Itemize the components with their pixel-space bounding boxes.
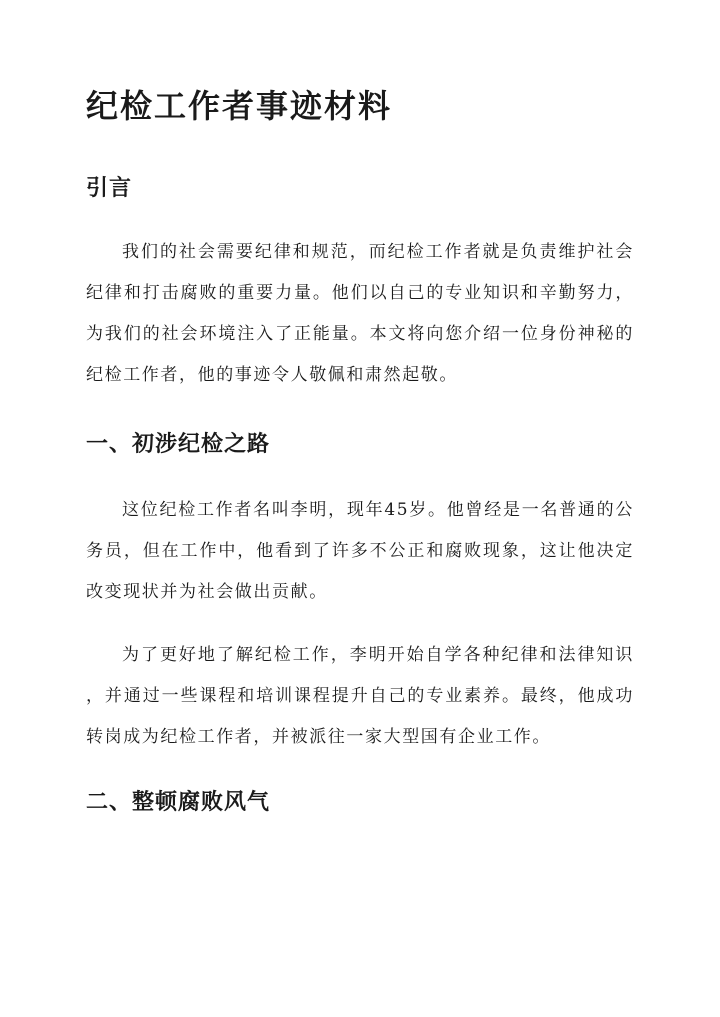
section-heading-2: 二、整顿腐败风气 — [86, 789, 271, 815]
section-1-paragraph-2 — [86, 635, 634, 758]
paragraph-line: 这位纪检工作者名叫李明，现年45岁。他曾经是一名普通的公 — [122, 500, 634, 520]
paragraph-line: 我们的社会需要纪律和规范，而纪检工作者就是负责维护社会 — [122, 242, 634, 262]
section-1-paragraph-1 — [86, 490, 634, 613]
paragraph-line: 转岗成为纪检工作者，并被派往一家大型国有企业工作。 — [86, 727, 551, 747]
paragraph-line: 纪检工作者，他的事迹令人敬佩和肃然起敬。 — [86, 365, 458, 385]
paragraph-line: 为了更好地了解纪检工作，李明开始自学各种纪律和法律知识 — [122, 645, 634, 665]
paragraph-line: 改变现状并为社会做出贡献。 — [86, 582, 328, 602]
paragraph-line: 纪律和打击腐败的重要力量。他们以自己的专业知识和辛勤努力， — [86, 283, 634, 303]
section-heading-intro: 引言 — [86, 175, 133, 201]
paragraph-line: 为我们的社会环境注入了正能量。本文将向您介绍一位身份神秘的 — [86, 324, 634, 344]
intro-paragraph — [86, 232, 634, 396]
paragraph-line: 务员，但在工作中，他看到了许多不公正和腐败现象，这让他决定 — [86, 541, 634, 561]
section-heading-1: 一、初涉纪检之路 — [86, 431, 271, 457]
document-title: 纪检工作者事迹材料 — [86, 87, 393, 125]
paragraph-line: ，并通过一些课程和培训课程提升自己的专业素养。最终，他成功 — [86, 686, 634, 706]
